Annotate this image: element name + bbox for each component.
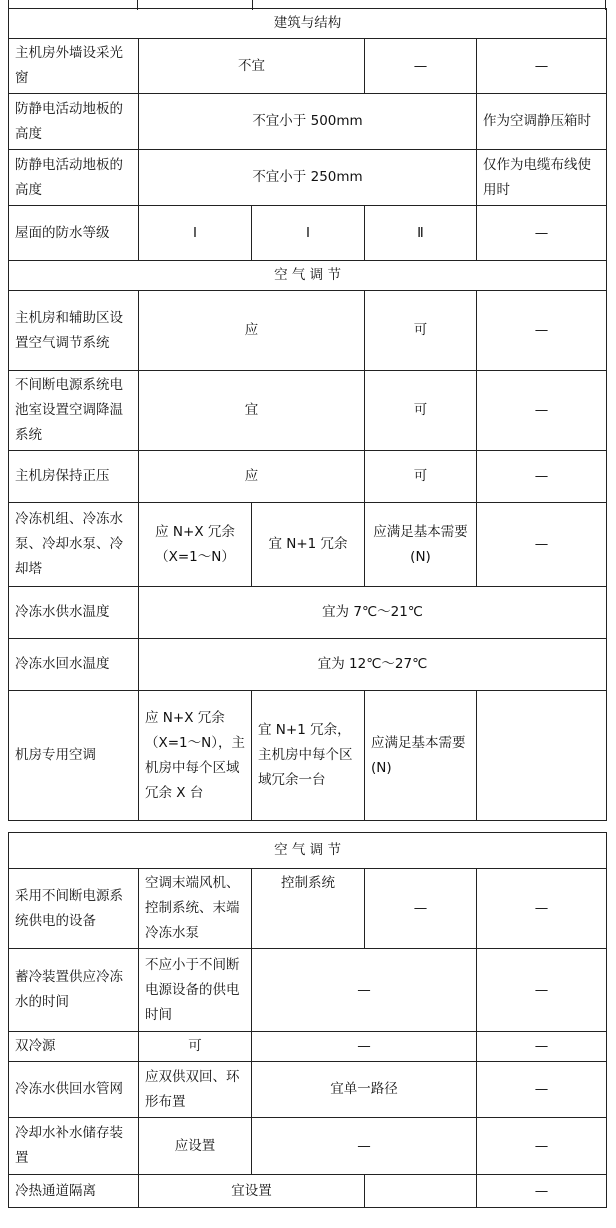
table-row xyxy=(9,1062,607,1118)
value-level-a: 可 xyxy=(139,1032,252,1062)
row-item: 主机房保持正压 xyxy=(9,451,139,503)
value-level-c xyxy=(365,1175,477,1208)
row-note: — xyxy=(477,949,607,1032)
value-level-c: — xyxy=(365,39,477,94)
row-note: — xyxy=(477,1175,607,1208)
table-row xyxy=(9,291,607,371)
row-item: 蓄冷装置供应冷冻水的时间 xyxy=(9,949,139,1032)
row-item: 采用不间断电源系统供电的设备 xyxy=(9,869,139,949)
table-row xyxy=(9,1032,607,1062)
value-level-a: 应 N+X 冗余（X=1～N），主机房中每个区域冗余 X 台 xyxy=(139,691,252,821)
value-level-c: 可 xyxy=(365,371,477,451)
row-item: 防静电活动地板的高度 xyxy=(9,94,139,150)
section-header-row xyxy=(9,261,607,291)
value-level-a-b: 不宜 xyxy=(139,39,365,94)
table-row xyxy=(9,1175,607,1208)
row-item: 不间断电源系统电池室设置空调降温系统 xyxy=(9,371,139,451)
value-level-b: 宜 N+1 冗余 xyxy=(252,503,365,587)
value-all-columns: 宜为 12℃～27℃ xyxy=(139,639,607,691)
section-air-conditioning: 空 气 调 节 xyxy=(9,833,607,869)
value-level-b-c: — xyxy=(252,949,477,1032)
value-level-c: 应满足基本需要(N) xyxy=(365,691,477,821)
row-note: — xyxy=(477,371,607,451)
row-item: 冷冻水回水温度 xyxy=(9,639,139,691)
table-row xyxy=(9,206,607,261)
row-note: — xyxy=(477,206,607,261)
row-note: — xyxy=(477,1118,607,1175)
row-note: — xyxy=(477,451,607,503)
row-item: 冷冻机组、冷冻水泵、冷却水泵、冷却塔 xyxy=(9,503,139,587)
requirements-table-part2 xyxy=(8,832,607,1208)
row-item: 冷冻水供回水管网 xyxy=(9,1062,139,1118)
value-level-a: 应设置 xyxy=(139,1118,252,1175)
value-all-levels: 不宜小于 250mm xyxy=(139,150,477,206)
table-row xyxy=(9,503,607,587)
value-level-b-c: — xyxy=(252,1032,477,1062)
table-row xyxy=(9,39,607,94)
value-level-c: Ⅱ xyxy=(365,206,477,261)
value-level-b-c: 宜单一路径 xyxy=(252,1062,477,1118)
row-item: 主机房外墙设采光窗 xyxy=(9,39,139,94)
table-row xyxy=(9,1118,607,1175)
row-item: 机房专用空调 xyxy=(9,691,139,821)
row-item: 冷热通道隔离 xyxy=(9,1175,139,1208)
section-header-row xyxy=(9,9,607,39)
row-item: 冷冻水供水温度 xyxy=(9,587,139,639)
value-level-a-b: 应 xyxy=(139,291,365,371)
row-item: 屋面的防水等级 xyxy=(9,206,139,261)
row-note: — xyxy=(477,869,607,949)
value-level-a: 应双供双回、环形布置 xyxy=(139,1062,252,1118)
row-note: — xyxy=(477,503,607,587)
value-level-a: Ⅰ xyxy=(139,206,252,261)
value-all-columns: 宜为 7℃～21℃ xyxy=(139,587,607,639)
table-row xyxy=(9,150,607,206)
row-note xyxy=(477,691,607,821)
value-level-a: 空调末端风机、控制系统、末端冷冻水泵 xyxy=(139,869,252,949)
value-all-levels: 不宜小于 500mm xyxy=(139,94,477,150)
value-level-a: 应 N+X 冗余（X=1～N） xyxy=(139,503,252,587)
row-item: 主机房和辅助区设置空气调节系统 xyxy=(9,291,139,371)
table-row xyxy=(9,691,607,821)
row-note: — xyxy=(477,291,607,371)
row-item: 冷却水补水储存装置 xyxy=(9,1118,139,1175)
value-level-c: 应满足基本需要(N) xyxy=(365,503,477,587)
value-level-c: — xyxy=(365,869,477,949)
table-row xyxy=(9,451,607,503)
section-header-row xyxy=(9,833,607,869)
row-note: — xyxy=(477,1032,607,1062)
section-air-conditioning: 空 气 调 节 xyxy=(9,261,607,291)
row-note: 作为空调静压箱时 xyxy=(477,94,607,150)
table-row xyxy=(9,371,607,451)
value-level-c: 可 xyxy=(365,291,477,371)
table-row xyxy=(9,949,607,1032)
table-row xyxy=(9,639,607,691)
table-row xyxy=(9,869,607,949)
row-note: — xyxy=(477,39,607,94)
row-item: 双冷源 xyxy=(9,1032,139,1062)
value-level-a-b: 宜设置 xyxy=(139,1175,365,1208)
value-level-b: 宜 N+1 冗余，主机房中每个区域冗余一台 xyxy=(252,691,365,821)
table-row xyxy=(9,94,607,150)
value-level-b-c: — xyxy=(252,1118,477,1175)
value-level-c: 可 xyxy=(365,451,477,503)
table-row xyxy=(9,587,607,639)
section-building-structure: 建筑与结构 xyxy=(9,9,607,39)
row-note: — xyxy=(477,1062,607,1118)
value-level-a-b: 宜 xyxy=(139,371,365,451)
row-note: 仅作为电缆布线使用时 xyxy=(477,150,607,206)
requirements-table-part1 xyxy=(8,8,607,821)
value-level-a-b: 应 xyxy=(139,451,365,503)
value-level-b: Ⅰ xyxy=(252,206,365,261)
value-level-b: 控制系统 xyxy=(252,869,365,949)
value-level-a: 不应小于不间断电源设备的供电时间 xyxy=(139,949,252,1032)
row-item: 防静电活动地板的高度 xyxy=(9,150,139,206)
